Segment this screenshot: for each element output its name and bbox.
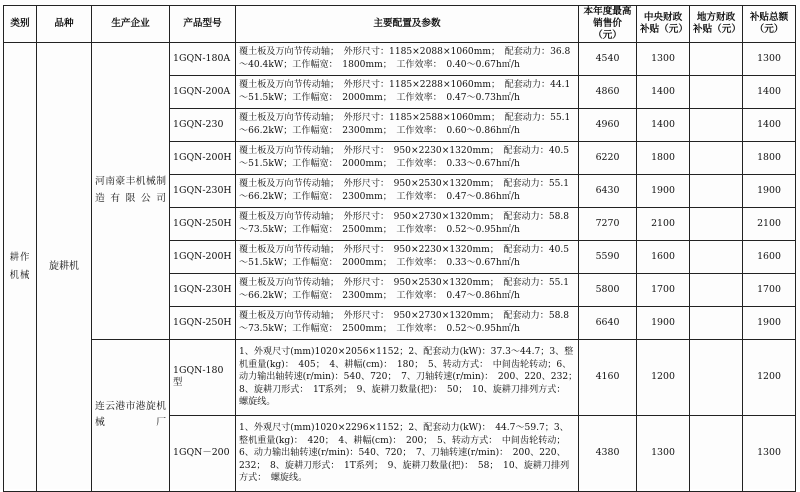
price-cell: 4380 [579, 415, 637, 491]
table-row [4, 339, 796, 415]
config-cell: 覆土板及万向节传动轴； 外形尺寸：1185×2088×1060mm； 配套动力：36.8～40.4kW；工作幅宽： 1800mm； 工作效率： 0.40～0.67h㎡/h [236, 42, 579, 75]
local-subsidy-cell [690, 240, 743, 273]
model-cell: 1GQN-200H [170, 141, 236, 174]
central-subsidy-cell: 1800 [637, 141, 690, 174]
price-cell: 7270 [579, 207, 637, 240]
category-text: 耕作机械 [9, 252, 31, 281]
config-cell: 覆土板及万向节传动轴； 外形尺寸：1185×2288×1060mm； 配套动力：44.1～51.5kW；工作幅宽： 2000mm； 工作效率： 0.47～0.73h㎡/h [236, 75, 579, 108]
table-row [4, 42, 796, 75]
central-subsidy-cell: 2100 [637, 207, 690, 240]
header-variety: 品种 [37, 6, 92, 43]
header-company: 生产企业 [92, 6, 170, 43]
price-cell: 6220 [579, 141, 637, 174]
model-cell: 1GQN-180A [170, 42, 236, 75]
total-subsidy-cell: 1900 [743, 174, 796, 207]
total-subsidy-cell: 1300 [743, 42, 796, 75]
central-subsidy-cell: 1600 [637, 240, 690, 273]
header-model: 产品型号 [170, 6, 236, 43]
header-local-subsidy: 地方财政补贴（元） [690, 6, 743, 43]
local-subsidy-cell [690, 415, 743, 491]
total-subsidy-cell: 1200 [743, 339, 796, 415]
price-cell: 4160 [579, 339, 637, 415]
local-subsidy-cell [690, 141, 743, 174]
company-cell: 河南豪丰机械制造有限公司 [92, 42, 170, 339]
price-cell: 5590 [579, 240, 637, 273]
central-subsidy-cell: 1400 [637, 75, 690, 108]
model-cell: 1GQN-200A [170, 75, 236, 108]
local-subsidy-cell [690, 273, 743, 306]
config-cell: 覆土板及万向节传动轴； 外形尺寸： 950×2530×1320mm； 配套动力：55.1～66.2kW；工作幅宽： 2300mm； 工作效率： 0.47～0.86h㎡/h [236, 174, 579, 207]
central-subsidy-cell: 1300 [637, 415, 690, 491]
config-cell: 覆土板及万向节传动轴； 外形尺寸： 950×2730×1320mm； 配套动力：58.8～73.5kW；工作幅宽： 2500mm； 工作效率： 0.52～0.95h㎡/h [236, 306, 579, 339]
price-cell: 4860 [579, 75, 637, 108]
local-subsidy-cell [690, 174, 743, 207]
total-subsidy-cell: 1900 [743, 306, 796, 339]
config-cell: 覆土板及万向节传动轴； 外形尺寸： 950×2230×1320mm； 配套动力：40.5～51.5kW；工作幅宽： 2000mm； 工作效率： 0.33～0.67h㎡/h [236, 240, 579, 273]
local-subsidy-cell [690, 306, 743, 339]
local-subsidy-cell [690, 42, 743, 75]
subsidy-table [3, 5, 796, 492]
total-subsidy-cell: 1600 [743, 240, 796, 273]
local-subsidy-cell [690, 108, 743, 141]
total-subsidy-cell: 1400 [743, 75, 796, 108]
price-cell: 5800 [579, 273, 637, 306]
header-config: 主要配置及参数 [236, 6, 579, 43]
total-subsidy-cell: 1700 [743, 273, 796, 306]
config-cell: 1、外观尺寸(mm)1020×2056×1152；2、配套动力(kW)：37.3～44.7；3、整机重量(kg)： 405； 4、耕幅(cm)： 180； 5、转动方式： 中间齿轮转动；6、动力输出轴转速(r/min)：540、720； 7、刀轴转速(r/min)： 200、220、232； 8、旋耕刀形式： 1T系列； 9、旋耕刀数量(把)： 50； 10、旋耕刀排列方式： 螺旋线。 [236, 339, 579, 415]
config-cell: 覆土板及万向节传动轴； 外形尺寸： 950×2530×1320mm； 配套动力：55.1～66.2kW；工作幅宽： 2300mm； 工作效率： 0.47～0.86h㎡/h [236, 273, 579, 306]
variety-cell: 旋耕机 [37, 42, 92, 491]
model-cell: 1GQN-230 [170, 108, 236, 141]
central-subsidy-cell: 1400 [637, 108, 690, 141]
header-category: 类别 [4, 6, 37, 43]
config-cell: 覆土板及万向节传动轴； 外形尺寸： 950×2230×1320mm； 配套动力：40.5～51.5kW；工作幅宽： 2000mm； 工作效率： 0.33～0.67h㎡/h [236, 141, 579, 174]
model-cell: 1GQN-200H [170, 240, 236, 273]
price-cell: 6640 [579, 306, 637, 339]
price-cell: 6430 [579, 174, 637, 207]
model-cell: 1GQN-180型 [170, 339, 236, 415]
total-subsidy-cell: 1400 [743, 108, 796, 141]
header-max-price: 本年度最高销售价（元） [579, 6, 637, 43]
model-cell: 1GQN-250H [170, 306, 236, 339]
local-subsidy-cell [690, 75, 743, 108]
central-subsidy-cell: 1200 [637, 339, 690, 415]
price-cell: 4960 [579, 108, 637, 141]
total-subsidy-cell: 2100 [743, 207, 796, 240]
config-cell: 覆土板及万向节传动轴； 外形尺寸： 950×2730×1320mm； 配套动力：58.8～73.5kW；工作幅宽： 2500mm； 工作效率： 0.52～0.95h㎡/h [236, 207, 579, 240]
local-subsidy-cell [690, 207, 743, 240]
header-central-subsidy: 中央财政补贴（元） [637, 6, 690, 43]
header-total-subsidy: 补贴总额（元） [743, 6, 796, 43]
header-row [4, 6, 796, 43]
model-cell: 1GQN－200 [170, 415, 236, 491]
total-subsidy-cell: 1300 [743, 415, 796, 491]
config-cell: 覆土板及万向节传动轴； 外形尺寸：1185×2588×1060mm； 配套动力：55.1～66.2kW；工作幅宽： 2300mm； 工作效率： 0.60～0.86h㎡/h [236, 108, 579, 141]
company-cell: 连云港市港旋机械厂 [92, 339, 170, 491]
central-subsidy-cell: 1900 [637, 306, 690, 339]
price-cell: 4540 [579, 42, 637, 75]
central-subsidy-cell: 1700 [637, 273, 690, 306]
model-cell: 1GQN-250H [170, 207, 236, 240]
config-cell: 1、外观尺寸(mm)1020×2296×1152；2、配套动力(kW)： 44.7～59.7；3、整机重量(kg)： 420； 4、耕幅(cm)： 200； 5、转动方式： 中间齿轮转动；6、动力输出轴转速(r/min)：540、720； 7、刀轴转速(r/min)： 200、220、232； 8、旋耕刀形式： 1T系列； 9、旋耕刀数量(把)： 58； 10、旋耕刀排列方式： 螺旋线。 [236, 415, 579, 491]
local-subsidy-cell [690, 339, 743, 415]
model-cell: 1GQN-230H [170, 174, 236, 207]
model-cell: 1GQN-230H [170, 273, 236, 306]
central-subsidy-cell: 1300 [637, 42, 690, 75]
central-subsidy-cell: 1900 [637, 174, 690, 207]
category-cell [4, 42, 37, 491]
total-subsidy-cell: 1800 [743, 141, 796, 174]
